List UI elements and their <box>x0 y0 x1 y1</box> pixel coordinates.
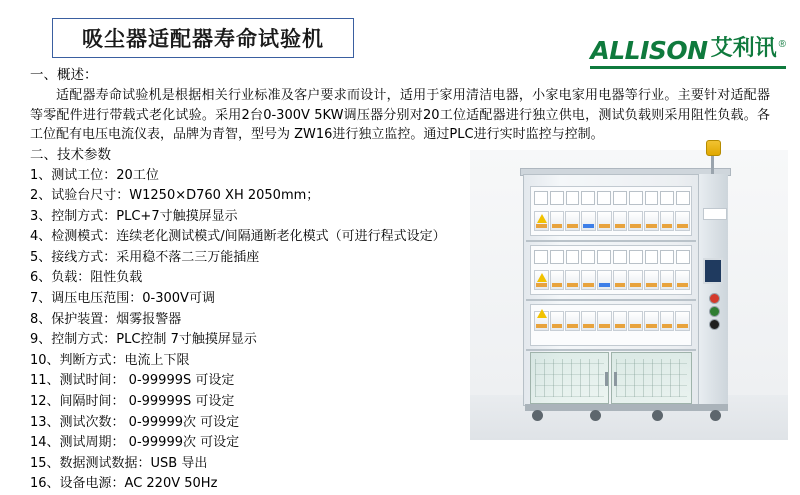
power-meter <box>581 191 595 205</box>
brand-logo-chinese: 艾利讯 <box>711 38 777 60</box>
breaker-module <box>565 270 580 290</box>
machine-photo <box>470 150 788 440</box>
breaker-module <box>628 270 643 290</box>
instrument-rack-upper <box>530 186 692 236</box>
breaker-row <box>534 311 690 331</box>
list-item: 8、保护装置：烟雾报警器 <box>30 310 500 331</box>
list-item: 7、调压电压范围：0-300V可调 <box>30 289 500 310</box>
shelf-divider <box>526 240 696 242</box>
breaker-row <box>534 270 690 290</box>
breaker-module <box>675 211 690 231</box>
meter-row <box>534 250 690 264</box>
breaker-module <box>660 270 675 290</box>
power-meter <box>534 191 548 205</box>
door-mesh <box>616 359 687 397</box>
breaker-module <box>581 270 596 290</box>
breaker-module <box>581 311 596 331</box>
breaker-module <box>644 270 659 290</box>
breaker-module <box>550 270 565 290</box>
power-meter <box>645 191 659 205</box>
specs-list <box>30 166 500 495</box>
power-meter <box>629 191 643 205</box>
warning-label-icon <box>537 214 547 223</box>
list-item: 16、设备电源：AC 220V 50Hz <box>30 474 500 495</box>
breaker-module <box>644 211 659 231</box>
selector-switch-icon <box>709 319 720 330</box>
list-item: 4、检测模式：连续老化测试模式/间隔通断老化模式（可进行程式设定） <box>30 227 500 248</box>
list-item: 5、接线方式：采用稳不落二三万能插座 <box>30 248 500 269</box>
list-item: 6、负载：阻性负载 <box>30 268 500 289</box>
list-item: 3、控制方式：PLC+7寸触摸屏显示 <box>30 207 500 228</box>
breaker-module <box>550 311 565 331</box>
cabinet-door-left <box>530 352 609 404</box>
list-item: 10、判断方式：电流上下限 <box>30 351 500 372</box>
touchscreen-hmi <box>703 258 723 284</box>
power-meter <box>550 191 564 205</box>
instrument-rack-middle <box>530 245 692 295</box>
list-item: 13、测试次数： 0-99999次 可设定 <box>30 413 500 434</box>
power-meter <box>597 250 611 264</box>
list-item: 12、间隔时间： 0-99999S 可设定 <box>30 392 500 413</box>
caster-wheel <box>590 410 601 421</box>
breaker-module <box>628 211 643 231</box>
meter-row <box>534 191 690 205</box>
brand-logo <box>590 38 786 63</box>
tower-lamp-icon <box>706 140 721 156</box>
breaker-module <box>613 211 628 231</box>
breaker-row <box>534 211 690 231</box>
power-meter <box>676 191 690 205</box>
breaker-module <box>550 211 565 231</box>
breaker-module <box>613 311 628 331</box>
breaker-module <box>644 311 659 331</box>
power-meter <box>613 250 627 264</box>
overview-paragraph: 适配器寿命试验机是根据相关行业标准及客户要求而设计，适用于家用清洁电器，小家电家用电器等行业。主要针对适配器等零配件进行带载式老化试验。采用2台0-300V 5KW调压器分别对20工位适配器进行独立供电，测试负载则采用阻性负载。各工位配有电压电流仪表，品牌为青智，型号为 ZW16进行独立监控。通过PLC进行实时监控与控制。 <box>30 86 770 145</box>
power-meter <box>660 191 674 205</box>
power-meter <box>534 250 548 264</box>
nameplate <box>703 208 727 220</box>
registered-mark-icon: ® <box>779 39 786 50</box>
warning-label-icon <box>537 273 547 282</box>
power-meter <box>566 191 580 205</box>
cabinet-door-right <box>611 352 692 404</box>
door-handle <box>614 372 617 386</box>
page-title: 吸尘器适配器寿命试验机 <box>82 23 324 53</box>
breaker-module <box>565 211 580 231</box>
breaker-module <box>675 270 690 290</box>
breaker-module <box>628 311 643 331</box>
power-meter <box>566 250 580 264</box>
door-handle <box>605 372 608 386</box>
power-meter <box>597 191 611 205</box>
cabinet-base <box>525 404 728 411</box>
list-item: 15、数据测试数据：USB 导出 <box>30 454 500 475</box>
breaker-module <box>660 211 675 231</box>
instrument-rack-lower <box>530 304 692 346</box>
stop-button-icon <box>709 293 720 304</box>
start-button-icon <box>709 306 720 317</box>
list-item: 14、测试周期： 0-99999次 可设定 <box>30 433 500 454</box>
power-meter <box>629 250 643 264</box>
power-meter <box>660 250 674 264</box>
breaker-module <box>660 311 675 331</box>
breaker-module <box>581 211 596 231</box>
list-item: 1、测试工位：20工位 <box>30 166 500 187</box>
list-item: 9、控制方式：PLC控制 7寸触摸屏显示 <box>30 330 500 351</box>
list-item: 2、试验台尺寸：W1250×D760 XH 2050mm； <box>30 186 500 207</box>
shelf-divider <box>526 299 696 301</box>
power-meter <box>613 191 627 205</box>
caster-wheel <box>710 410 721 421</box>
breaker-module <box>597 211 612 231</box>
breaker-module <box>565 311 580 331</box>
breaker-module <box>597 311 612 331</box>
door-mesh <box>535 359 604 397</box>
power-meter <box>645 250 659 264</box>
power-meter <box>550 250 564 264</box>
warning-label-icon <box>537 309 547 318</box>
breaker-module <box>597 270 612 290</box>
breaker-module <box>613 270 628 290</box>
power-meter <box>581 250 595 264</box>
list-item: 11、测试时间： 0-99999S 可设定 <box>30 371 500 392</box>
brand-logo-latin: ALLISON <box>590 38 707 63</box>
shelf-divider <box>526 349 696 351</box>
caster-wheel <box>652 410 663 421</box>
breaker-module <box>675 311 690 331</box>
specs-heading: 二、技术参数 <box>30 146 770 165</box>
page-title-box <box>52 18 354 58</box>
overview-heading: 一、概述： <box>30 66 770 85</box>
caster-wheel <box>532 410 543 421</box>
power-meter <box>676 250 690 264</box>
